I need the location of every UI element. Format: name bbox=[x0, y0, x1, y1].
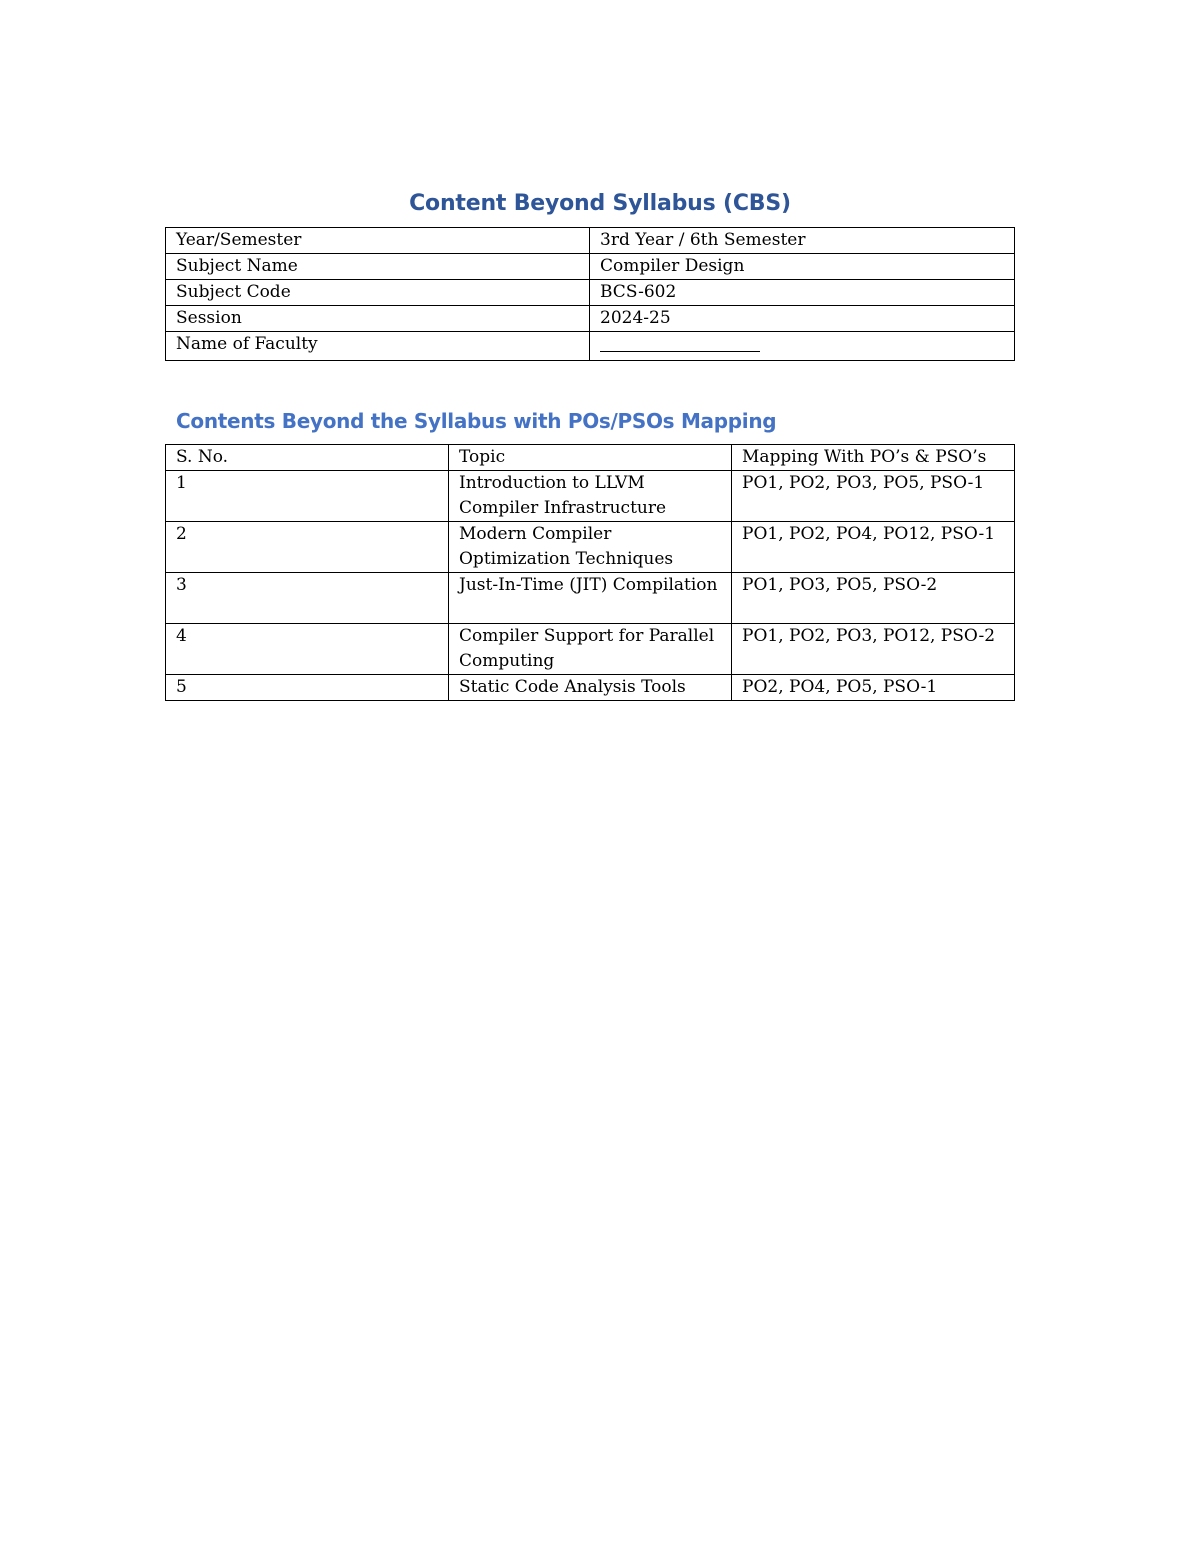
section-title: Contents Beyond the Syllabus with POs/PSOs Mapping bbox=[176, 409, 777, 433]
page-title: Content Beyond Syllabus (CBS) bbox=[409, 191, 791, 216]
row-mapping: PO2, PO4, PO5, PSO-1 bbox=[732, 675, 1015, 701]
table-row bbox=[166, 624, 1015, 675]
table-row bbox=[166, 675, 1015, 701]
table-row bbox=[166, 573, 1015, 624]
info-value: 3rd Year / 6th Semester bbox=[590, 228, 1015, 254]
row-sno: 5 bbox=[166, 675, 449, 701]
row-sno: 3 bbox=[166, 573, 449, 624]
row-topic: Static Code Analysis Tools bbox=[449, 675, 732, 701]
info-row-subject-name bbox=[166, 254, 1015, 280]
row-topic: Compiler Support for Parallel Computing bbox=[449, 624, 732, 675]
row-mapping: PO1, PO2, PO4, PO12, PSO-1 bbox=[732, 522, 1015, 573]
info-label: Subject Name bbox=[166, 254, 590, 280]
po-pso-mapping-table bbox=[165, 444, 1015, 701]
table-header-row bbox=[166, 445, 1015, 471]
info-value: 2024-25 bbox=[590, 306, 1015, 332]
info-row-session bbox=[166, 306, 1015, 332]
column-header-topic: Topic bbox=[449, 445, 732, 471]
row-mapping: PO1, PO2, PO3, PO12, PSO-2 bbox=[732, 624, 1015, 675]
info-row-year-semester bbox=[166, 228, 1015, 254]
row-sno: 2 bbox=[166, 522, 449, 573]
row-mapping: PO1, PO2, PO3, PO5, PSO-1 bbox=[732, 471, 1015, 522]
column-header-sno: S. No. bbox=[166, 445, 449, 471]
row-topic: Modern Compiler Optimization Techniques bbox=[449, 522, 732, 573]
row-mapping: PO1, PO3, PO5, PSO-2 bbox=[732, 573, 1015, 624]
table-row bbox=[166, 471, 1015, 522]
info-label: Session bbox=[166, 306, 590, 332]
info-value-faculty bbox=[590, 332, 1015, 361]
column-header-mapping: Mapping With PO’s & PSO’s bbox=[732, 445, 1015, 471]
info-value: Compiler Design bbox=[590, 254, 1015, 280]
row-topic: Introduction to LLVM Compiler Infrastructure bbox=[449, 471, 732, 522]
info-label: Subject Code bbox=[166, 280, 590, 306]
info-row-faculty bbox=[166, 332, 1015, 361]
row-sno: 1 bbox=[166, 471, 449, 522]
info-value: BCS-602 bbox=[590, 280, 1015, 306]
row-sno: 4 bbox=[166, 624, 449, 675]
info-row-subject-code bbox=[166, 280, 1015, 306]
faculty-blank-line bbox=[600, 332, 760, 352]
row-topic: Just-In-Time (JIT) Compilation bbox=[449, 573, 732, 624]
table-row bbox=[166, 522, 1015, 573]
info-label: Year/Semester bbox=[166, 228, 590, 254]
info-label: Name of Faculty bbox=[166, 332, 590, 361]
course-info-table bbox=[165, 227, 1015, 361]
